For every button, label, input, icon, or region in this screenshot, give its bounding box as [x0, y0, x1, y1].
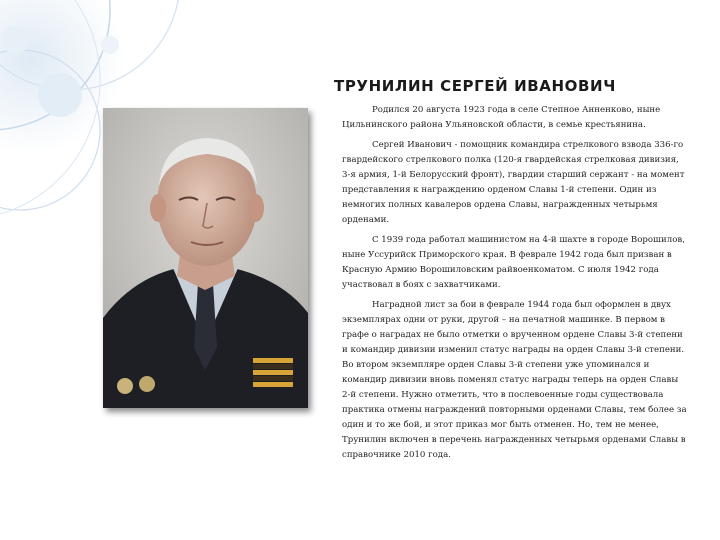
- page-title: ТРУНИЛИН СЕРГЕЙ ИВАНОВИЧ: [334, 77, 616, 95]
- biography-text: [342, 103, 688, 468]
- bio-paragraph-service: Сергей Иванович - помощник командира стрелкового взвода 336-го гвардейского стрелкового полка (120-я гвардейская стрелковая дивизия, 3-я армия, 1-й Белорусский фронт), гвардии старший сержант - на момент представления к награждению орденом Славы 1-й степени. Один из немногих полных кавалеров ордена Славы, награжденных четырьмя орденами.: [342, 140, 685, 225]
- portrait-photo: [103, 108, 308, 408]
- bio-paragraph-work: С 1939 года работал машинистом на 4-й шахте в городе Ворошилов, ныне Уссурийск Приморского края. В феврале 1942 года был призван в Красную Армию Ворошиловским райвоенкоматом. С июля 1942 года участвовал в боях с захватчиками.: [342, 235, 685, 290]
- bio-paragraph-birth: Родился 20 августа 1923 года в селе Степное Анненково, ныне Цильнинского района Ульяновской области, в семье крестьянина.: [342, 105, 661, 130]
- bio-paragraph-award: Наградной лист за бои в феврале 1944 года был оформлен в двух экземплярах одни от руки, другой – на печатной машинке. В первом в графе о наградах не было отметки о врученном ордене Славы 3-й степени и командир дивизии изменил статус награды на орден Славы 3-й степени. Во втором экземпляре орден Славы 3-й степени уже упоминался и командир дивизии вновь поменял статус награды теперь на орден Славы 2-й степени. Нужно отметить, что в послевоенные годы существовала практика отмены награждений повторными орденами Славы, тем более за один и то же бой, и этот приказ мог быть отменен. Но, тем не менее, Трунилин включен в перечень награжденных четырьмя орденами Славы в справочнике 2010 года.: [342, 300, 687, 460]
